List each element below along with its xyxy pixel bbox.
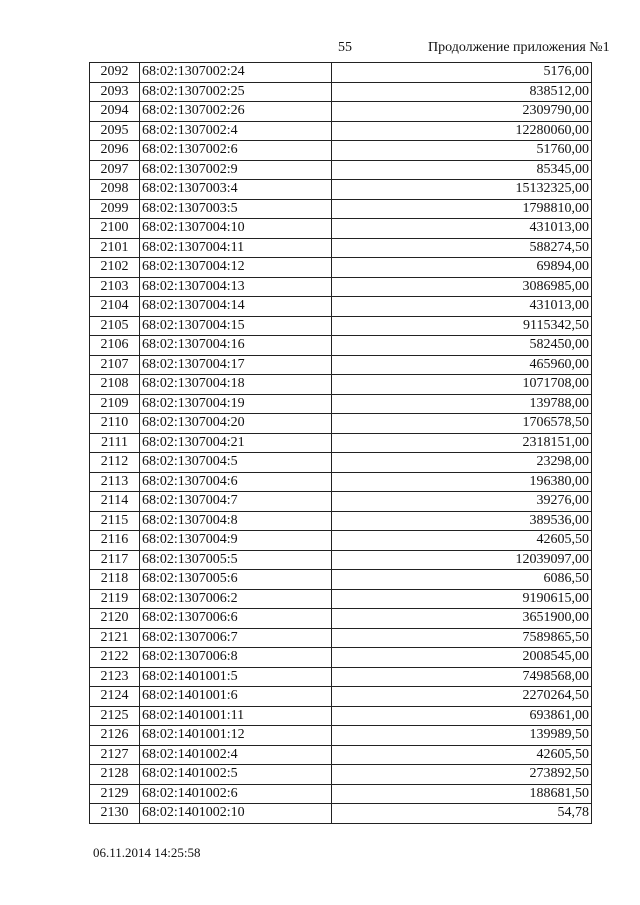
- table-row: [90, 726, 592, 746]
- cadastral-number: 68:02:1307002:24: [140, 63, 332, 83]
- table-row: [90, 784, 592, 804]
- cadastral-number: 68:02:1401002:6: [140, 784, 332, 804]
- row-value: 9190615,00: [332, 589, 592, 609]
- cadastral-number: 68:02:1307004:16: [140, 336, 332, 356]
- row-value: 139788,00: [332, 394, 592, 414]
- row-number: 2127: [90, 745, 140, 765]
- row-number: 2111: [90, 433, 140, 453]
- row-number: 2115: [90, 511, 140, 531]
- table-row: [90, 355, 592, 375]
- cadastral-number: 68:02:1307003:4: [140, 180, 332, 200]
- table-row: [90, 199, 592, 219]
- row-number: 2106: [90, 336, 140, 356]
- row-value: 2309790,00: [332, 102, 592, 122]
- row-value: 1706578,50: [332, 414, 592, 434]
- row-value: 431013,00: [332, 219, 592, 239]
- row-number: 2123: [90, 667, 140, 687]
- table-row: [90, 745, 592, 765]
- cadastral-number: 68:02:1307006:6: [140, 609, 332, 629]
- cadastral-number: 68:02:1401001:6: [140, 687, 332, 707]
- page-number: 55: [338, 40, 352, 55]
- table-row: [90, 297, 592, 317]
- table-row: [90, 765, 592, 785]
- cadastral-number: 68:02:1307004:13: [140, 277, 332, 297]
- header-note: Продолжение приложения №1: [428, 40, 610, 55]
- table-row: [90, 570, 592, 590]
- cadastral-number: 68:02:1401001:5: [140, 667, 332, 687]
- row-number: 2130: [90, 804, 140, 824]
- cadastral-number: 68:02:1401001:11: [140, 706, 332, 726]
- row-value: 2008545,00: [332, 648, 592, 668]
- row-value: 2318151,00: [332, 433, 592, 453]
- row-value: 42605,50: [332, 531, 592, 551]
- cadastral-number: 68:02:1307005:6: [140, 570, 332, 590]
- cadastral-number: 68:02:1307004:12: [140, 258, 332, 278]
- table-row: [90, 82, 592, 102]
- row-value: 51760,00: [332, 141, 592, 161]
- table-row: [90, 180, 592, 200]
- cadastral-number: 68:02:1307006:7: [140, 628, 332, 648]
- row-number: 2114: [90, 492, 140, 512]
- row-number: 2124: [90, 687, 140, 707]
- row-number: 2118: [90, 570, 140, 590]
- row-number: 2129: [90, 784, 140, 804]
- row-value: 273892,50: [332, 765, 592, 785]
- table-body: [90, 63, 592, 824]
- cadastral-number: 68:02:1307004:9: [140, 531, 332, 551]
- cadastral-number: 68:02:1307002:26: [140, 102, 332, 122]
- table-row: [90, 141, 592, 161]
- cadastral-number: 68:02:1307004:6: [140, 472, 332, 492]
- table-row: [90, 316, 592, 336]
- cadastral-number: 68:02:1401002:5: [140, 765, 332, 785]
- row-number: 2108: [90, 375, 140, 395]
- cadastral-number: 68:02:1307004:18: [140, 375, 332, 395]
- cadastral-number: 68:02:1307006:2: [140, 589, 332, 609]
- cadastral-number: 68:02:1307002:4: [140, 121, 332, 141]
- cadastral-number: 68:02:1307004:5: [140, 453, 332, 473]
- row-value: 85345,00: [332, 160, 592, 180]
- row-number: 2113: [90, 472, 140, 492]
- table-row: [90, 804, 592, 824]
- cadastral-number: 68:02:1307004:10: [140, 219, 332, 239]
- row-number: 2121: [90, 628, 140, 648]
- row-value: 139989,50: [332, 726, 592, 746]
- cadastral-number: 68:02:1307002:25: [140, 82, 332, 102]
- row-number: 2101: [90, 238, 140, 258]
- table-row: [90, 453, 592, 473]
- row-value: 42605,50: [332, 745, 592, 765]
- row-number: 2105: [90, 316, 140, 336]
- row-number: 2125: [90, 706, 140, 726]
- row-number: 2117: [90, 550, 140, 570]
- cadastral-number: 68:02:1307004:8: [140, 511, 332, 531]
- row-value: 15132325,00: [332, 180, 592, 200]
- cadastral-number: 68:02:1307002:9: [140, 160, 332, 180]
- row-value: 54,78: [332, 804, 592, 824]
- cadastral-number: 68:02:1307004:17: [140, 355, 332, 375]
- row-number: 2112: [90, 453, 140, 473]
- row-value: 588274,50: [332, 238, 592, 258]
- row-value: 2270264,50: [332, 687, 592, 707]
- row-value: 693861,00: [332, 706, 592, 726]
- row-value: 838512,00: [332, 82, 592, 102]
- row-number: 2099: [90, 199, 140, 219]
- table-row: [90, 238, 592, 258]
- row-number: 2093: [90, 82, 140, 102]
- table-row: [90, 258, 592, 278]
- table-row: [90, 63, 592, 83]
- table-row: [90, 550, 592, 570]
- row-value: 12280060,00: [332, 121, 592, 141]
- row-number: 2102: [90, 258, 140, 278]
- table-row: [90, 531, 592, 551]
- row-value: 5176,00: [332, 63, 592, 83]
- row-number: 2116: [90, 531, 140, 551]
- table-row: [90, 511, 592, 531]
- cadastral-number: 68:02:1307004:11: [140, 238, 332, 258]
- row-value: 431013,00: [332, 297, 592, 317]
- row-number: 2126: [90, 726, 140, 746]
- table-row: [90, 628, 592, 648]
- row-value: 196380,00: [332, 472, 592, 492]
- row-number: 2109: [90, 394, 140, 414]
- table-row: [90, 102, 592, 122]
- row-value: 7589865,50: [332, 628, 592, 648]
- row-number: 2097: [90, 160, 140, 180]
- row-value: 69894,00: [332, 258, 592, 278]
- table-row: [90, 492, 592, 512]
- table-row: [90, 609, 592, 629]
- row-value: 389536,00: [332, 511, 592, 531]
- row-value: 188681,50: [332, 784, 592, 804]
- row-value: 1798810,00: [332, 199, 592, 219]
- row-number: 2096: [90, 141, 140, 161]
- cadastral-number: 68:02:1401001:12: [140, 726, 332, 746]
- table-row: [90, 667, 592, 687]
- table-row: [90, 472, 592, 492]
- row-number: 2128: [90, 765, 140, 785]
- row-value: 12039097,00: [332, 550, 592, 570]
- table-row: [90, 394, 592, 414]
- table-row: [90, 648, 592, 668]
- cadastral-number: 68:02:1307004:7: [140, 492, 332, 512]
- table-row: [90, 589, 592, 609]
- cadastral-number: 68:02:1307004:19: [140, 394, 332, 414]
- cadastral-number: 68:02:1307002:6: [140, 141, 332, 161]
- table-row: [90, 277, 592, 297]
- row-number: 2098: [90, 180, 140, 200]
- table-row: [90, 414, 592, 434]
- cadastral-number: 68:02:1307004:14: [140, 297, 332, 317]
- table-row: [90, 687, 592, 707]
- cadastral-number: 68:02:1307005:5: [140, 550, 332, 570]
- row-number: 2100: [90, 219, 140, 239]
- row-value: 39276,00: [332, 492, 592, 512]
- footer-timestamp: 06.11.2014 14:25:58: [93, 845, 201, 860]
- table-row: [90, 336, 592, 356]
- table-row: [90, 375, 592, 395]
- cadastral-table: [89, 62, 592, 824]
- row-number: 2094: [90, 102, 140, 122]
- row-value: 6086,50: [332, 570, 592, 590]
- row-number: 2110: [90, 414, 140, 434]
- row-number: 2120: [90, 609, 140, 629]
- table-row: [90, 433, 592, 453]
- table-row: [90, 706, 592, 726]
- row-value: 9115342,50: [332, 316, 592, 336]
- row-number: 2119: [90, 589, 140, 609]
- row-number: 2092: [90, 63, 140, 83]
- cadastral-number: 68:02:1307003:5: [140, 199, 332, 219]
- row-value: 3086985,00: [332, 277, 592, 297]
- row-number: 2122: [90, 648, 140, 668]
- row-number: 2103: [90, 277, 140, 297]
- row-value: 23298,00: [332, 453, 592, 473]
- row-number: 2104: [90, 297, 140, 317]
- table-row: [90, 121, 592, 141]
- row-number: 2107: [90, 355, 140, 375]
- row-value: 582450,00: [332, 336, 592, 356]
- table-row: [90, 160, 592, 180]
- cadastral-number: 68:02:1307006:8: [140, 648, 332, 668]
- row-value: 3651900,00: [332, 609, 592, 629]
- row-value: 1071708,00: [332, 375, 592, 395]
- cadastral-number: 68:02:1401002:10: [140, 804, 332, 824]
- row-value: 7498568,00: [332, 667, 592, 687]
- row-value: 465960,00: [332, 355, 592, 375]
- cadastral-number: 68:02:1307004:21: [140, 433, 332, 453]
- row-number: 2095: [90, 121, 140, 141]
- cadastral-number: 68:02:1307004:20: [140, 414, 332, 434]
- table-row: [90, 219, 592, 239]
- cadastral-number: 68:02:1307004:15: [140, 316, 332, 336]
- cadastral-number: 68:02:1401002:4: [140, 745, 332, 765]
